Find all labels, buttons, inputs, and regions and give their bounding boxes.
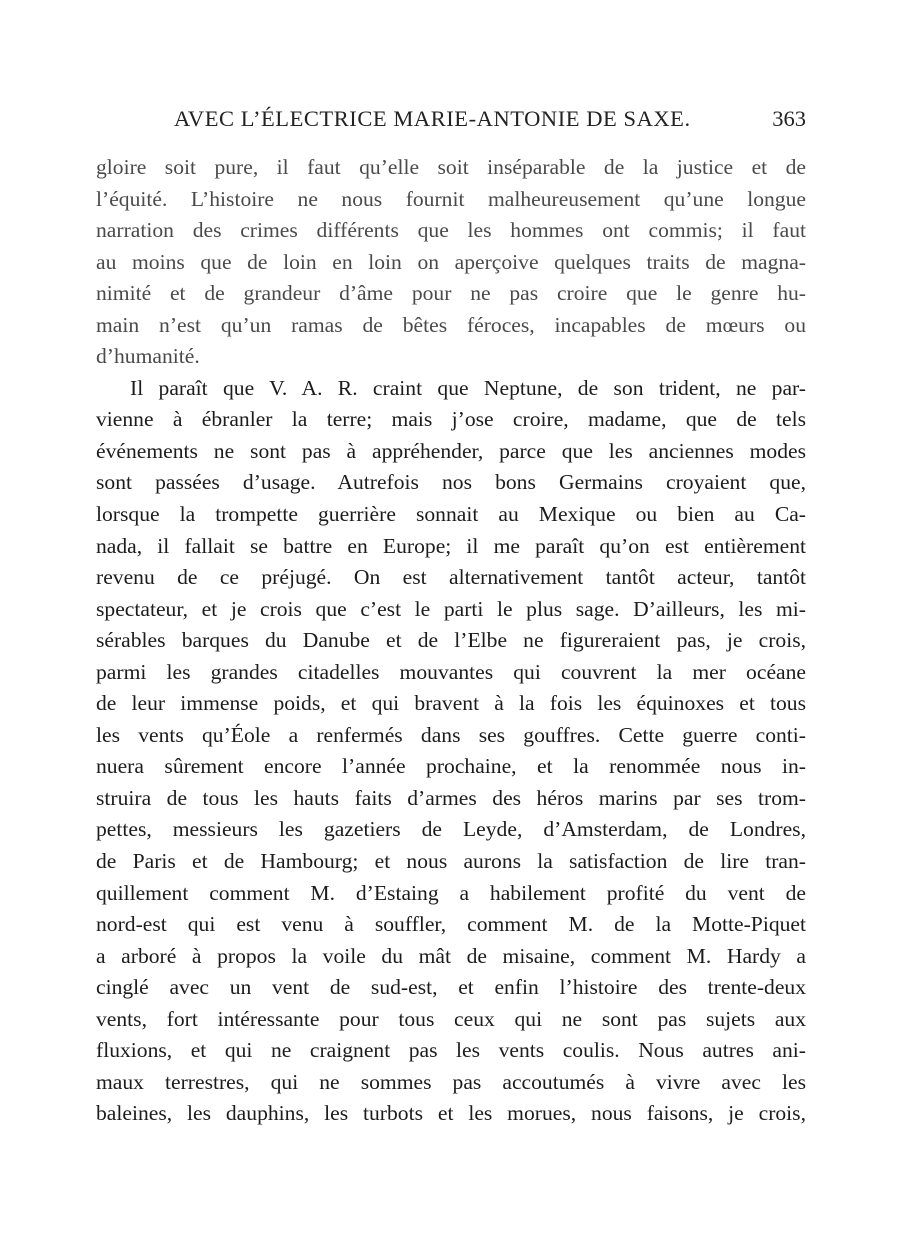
text-line: les vents qu’Éole a renfermés dans ses gouffres. Cette guerre conti-	[96, 722, 806, 747]
text-line: lorsque la trompette guerrière sonnait au Mexique ou bien au Ca-	[96, 502, 806, 527]
text-line: main n’est qu’un ramas de bêtes féroces, incapables de mœurs ou	[96, 312, 806, 337]
text-line: cinglé avec un vent de sud-est, et enfin l’histoire des trente-deux	[96, 975, 806, 1000]
paragraph-first-line: Il paraît que V. A. R. craint que Neptune, de son trident, ne par-	[130, 375, 806, 400]
text-line: fluxions, et qui ne craignent pas les vents coulis. Nous autres ani-	[96, 1038, 806, 1063]
text-line: parmi les grandes citadelles mouvantes qui couvrent la mer océane	[96, 659, 806, 684]
text-line: pettes, messieurs les gazetiers de Leyde, d’Amsterdam, de Londres,	[96, 817, 806, 842]
text-line: nimité et de grandeur d’âme pour ne pas croire que le genre hu-	[96, 281, 806, 306]
page-number: 363	[772, 106, 806, 131]
text-line: baleines, les dauphins, les turbots et les morues, nous faisons, je crois,	[96, 1101, 806, 1126]
text-line: sont passées d’usage. Autrefois nos bons Germains croyaient que,	[96, 470, 806, 495]
text-line: spectateur, et je crois que c’est le parti le plus sage. D’ailleurs, les mi-	[96, 596, 806, 621]
text-line: a arboré à propos la voile du mât de misaine, comment M. Hardy a	[96, 943, 806, 968]
text-line: vienne à ébranler la terre; mais j’ose croire, madame, que de tels	[96, 407, 806, 432]
text-line: vents, fort intéressante pour tous ceux qui ne sont pas sujets aux	[96, 1006, 806, 1031]
text-line: nord-est qui est venu à souffler, comment M. de la Motte-Piquet	[96, 912, 806, 937]
text-line: quillement comment M. d’Estaing a habilement profité du vent de	[96, 880, 806, 905]
text-line: struira de tous les hauts faits d’armes des héros marins par ses trom-	[96, 785, 806, 810]
text-line: nada, il fallait se battre en Europe; il me paraît qu’on est entièrement	[96, 533, 806, 558]
text-line: de leur immense poids, et qui bravent à la fois les équinoxes et tous	[96, 691, 806, 716]
text-line: maux terrestres, qui ne sommes pas accoutumés à vivre avec les	[96, 1069, 806, 1094]
body-text	[96, 152, 806, 1130]
text-line: d’humanité.	[96, 344, 200, 369]
running-head	[96, 106, 806, 142]
text-line: événements ne sont pas à appréhender, parce que les anciennes modes	[96, 438, 806, 463]
text-line: revenu de ce préjugé. On est alternativement tantôt acteur, tantôt	[96, 565, 806, 590]
text-line: sérables barques du Danube et de l’Elbe ne figureraient pas, je crois,	[96, 628, 806, 653]
text-line: narration des crimes différents que les hommes ont commis; il faut	[96, 218, 806, 243]
text-line: de Paris et de Hambourg; et nous aurons la satisfaction de lire tran-	[96, 849, 806, 874]
text-line: gloire soit pure, il faut qu’elle soit inséparable de la justice et de	[96, 155, 806, 179]
text-line: nuera sûrement encore l’année prochaine, et la renommée nous in-	[96, 754, 806, 779]
text-line: l’équité. L’histoire ne nous fournit malheureusement qu’une longue	[96, 186, 806, 211]
text-line: au moins que de loin en loin on aperçoive quelques traits de magna-	[96, 249, 806, 274]
running-title: AVEC L’ÉLECTRICE MARIE-ANTONIE DE SAXE.	[174, 106, 691, 131]
